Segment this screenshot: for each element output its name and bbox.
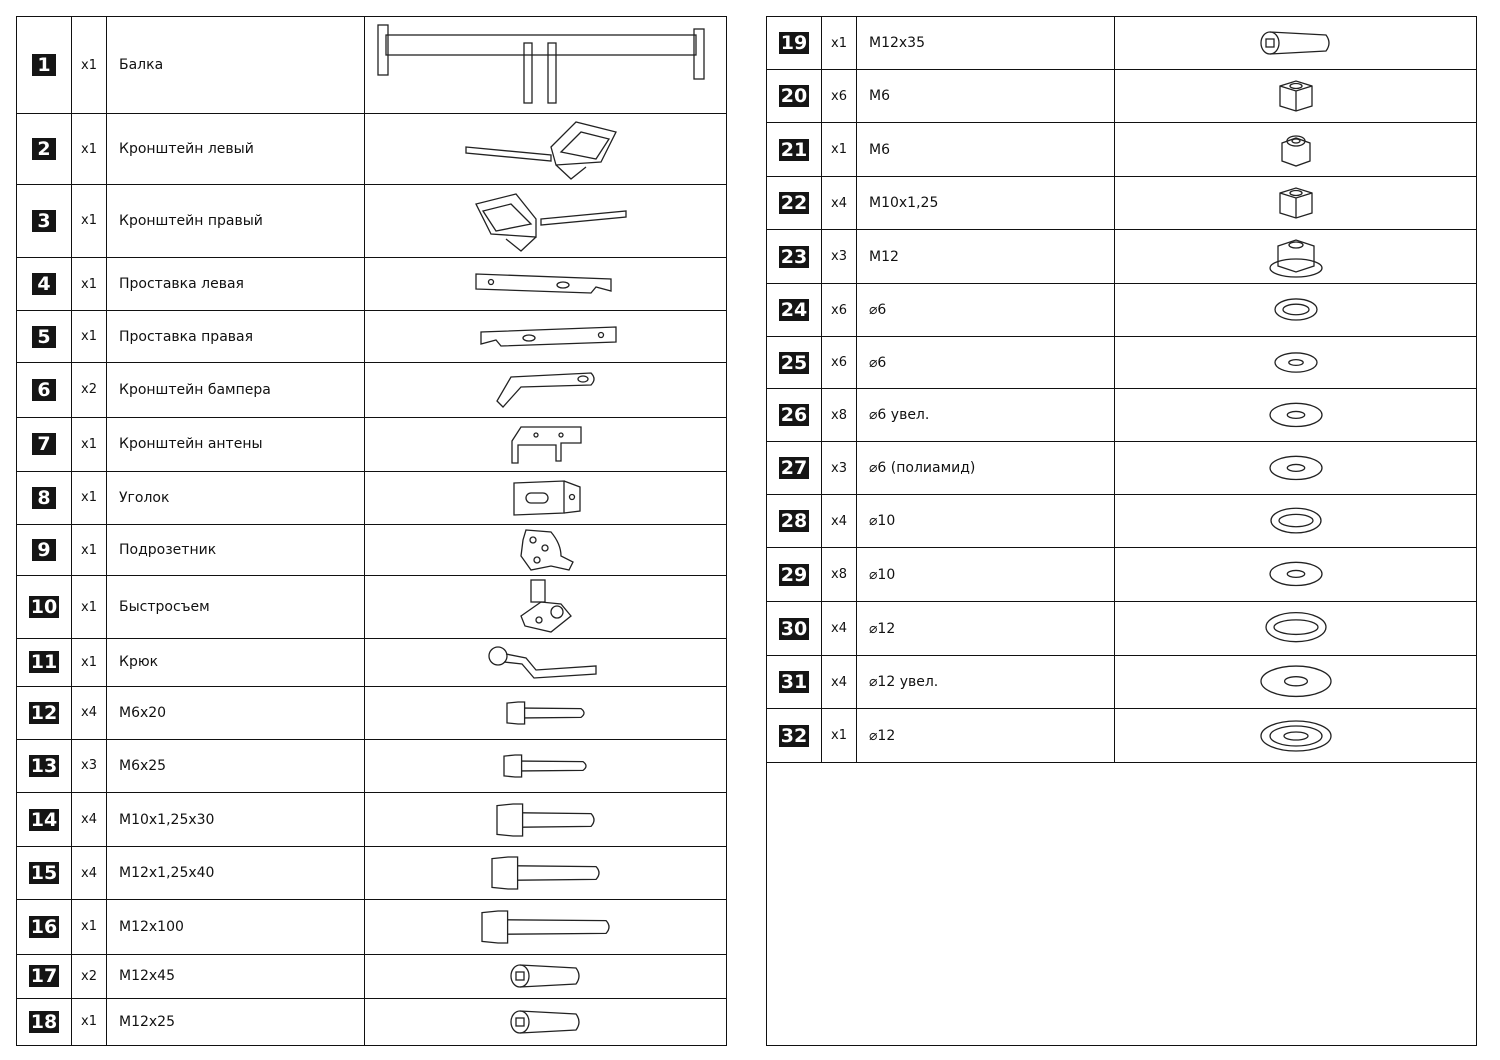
part-illustration-cell	[365, 792, 727, 846]
part-row	[17, 363, 727, 417]
part-row	[17, 184, 727, 257]
part-quantity: x6	[822, 284, 857, 337]
part-name: ⌀10	[857, 495, 1115, 548]
part-number-badge: 13	[30, 754, 58, 777]
part-illustration-cell	[365, 954, 727, 998]
quick-release-icon	[365, 576, 726, 638]
part-row	[767, 656, 1477, 709]
part-illustration-cell	[1115, 284, 1477, 337]
part-name: ⌀6 увел.	[857, 389, 1115, 442]
hex-nut-icon	[1115, 78, 1476, 114]
part-number-cell	[17, 847, 72, 900]
part-illustration-cell	[365, 524, 727, 575]
serrated-washer-icon	[1115, 716, 1476, 756]
part-number-badge: 24	[780, 299, 808, 321]
part-quantity: x1	[72, 257, 107, 310]
part-name: M12x35	[857, 17, 1115, 70]
part-quantity: x1	[72, 311, 107, 363]
part-illustration-cell	[1115, 495, 1477, 548]
part-row	[767, 123, 1477, 177]
part-name: ⌀6 (полиамид)	[857, 442, 1115, 495]
part-name: Кронштейн левый	[107, 114, 365, 184]
part-illustration-cell	[365, 114, 727, 184]
part-illustration-cell	[365, 576, 727, 639]
bracket-right-icon	[365, 189, 726, 253]
flat-washer-icon	[1115, 663, 1476, 701]
part-row	[767, 177, 1477, 230]
part-row	[17, 739, 727, 792]
part-name: M12x100	[107, 900, 365, 954]
flat-washer-icon	[1115, 351, 1476, 375]
part-number-cell	[17, 739, 72, 792]
part-row	[767, 17, 1477, 70]
part-number-cell	[17, 184, 72, 257]
part-number-cell	[767, 70, 822, 123]
part-name: ⌀6	[857, 284, 1115, 337]
part-number-cell	[17, 17, 72, 114]
part-row	[17, 900, 727, 954]
part-number-badge: 6	[32, 379, 56, 401]
spring-washer-icon	[1115, 506, 1476, 537]
part-row	[767, 602, 1477, 656]
part-number-badge: 30	[780, 617, 808, 640]
part-number-cell	[17, 417, 72, 471]
part-row	[17, 847, 727, 900]
part-number-badge: 27	[780, 457, 808, 479]
part-number-cell	[767, 337, 822, 389]
part-illustration-cell	[365, 900, 727, 954]
part-name: M6	[857, 123, 1115, 177]
hook-icon	[365, 644, 726, 680]
part-number-badge: 23	[780, 245, 808, 268]
part-quantity: x3	[72, 739, 107, 792]
part-name: Проставка левая	[107, 257, 365, 310]
part-number-cell	[17, 524, 72, 575]
bolt-icon	[365, 908, 726, 946]
bolt-icon	[365, 699, 726, 727]
part-quantity: x6	[822, 337, 857, 389]
part-name: ⌀12	[857, 709, 1115, 763]
part-number-badge: 19	[780, 32, 808, 54]
part-number-cell	[17, 576, 72, 639]
part-quantity: x1	[72, 900, 107, 954]
part-number-cell	[767, 602, 822, 656]
part-number-cell	[17, 471, 72, 524]
spacer-right-icon	[365, 322, 726, 352]
part-row	[17, 524, 727, 575]
beam-icon	[365, 21, 726, 109]
flange-nut-icon	[1115, 234, 1476, 280]
part-number-badge: 14	[30, 808, 58, 831]
part-name: M10x1,25x30	[107, 792, 365, 846]
part-row	[767, 284, 1477, 337]
part-number-badge: 4	[32, 273, 56, 295]
part-number-cell	[17, 639, 72, 686]
part-number-cell	[17, 686, 72, 739]
part-quantity: x4	[822, 602, 857, 656]
antenna-bracket-icon	[365, 421, 726, 467]
part-row	[767, 495, 1477, 548]
part-number-cell	[767, 389, 822, 442]
part-row	[17, 954, 727, 998]
bracket-left-icon	[365, 117, 726, 181]
part-illustration-cell	[365, 739, 727, 792]
part-number-badge: 3	[32, 210, 56, 232]
part-name: ⌀10	[857, 548, 1115, 602]
part-name: M10x1,25	[857, 177, 1115, 230]
part-number-cell	[767, 656, 822, 709]
part-name: M12x25	[107, 998, 365, 1045]
part-name: Быстросъем	[107, 576, 365, 639]
part-number-cell	[17, 363, 72, 417]
part-number-cell	[767, 495, 822, 548]
part-name: ⌀12 увел.	[857, 656, 1115, 709]
part-number-cell	[17, 792, 72, 846]
part-number-cell	[17, 114, 72, 184]
parts-table-left	[16, 16, 727, 1046]
part-number-cell	[17, 998, 72, 1045]
part-quantity: x1	[822, 709, 857, 763]
part-row	[17, 792, 727, 846]
parts-table-right	[766, 16, 1477, 1046]
part-illustration-cell	[365, 847, 727, 900]
part-quantity: x8	[822, 548, 857, 602]
part-number-cell	[17, 311, 72, 363]
part-number-badge: 28	[780, 510, 808, 532]
hex-nut-icon	[1115, 185, 1476, 221]
part-number-cell	[767, 177, 822, 230]
part-name: M12	[857, 230, 1115, 284]
part-illustration-cell	[365, 17, 727, 114]
part-quantity: x1	[72, 471, 107, 524]
part-number-badge: 8	[32, 487, 56, 509]
part-row	[17, 639, 727, 686]
part-illustration-cell	[365, 184, 727, 257]
part-row	[767, 230, 1477, 284]
part-name: ⌀6	[857, 337, 1115, 389]
part-number-cell	[767, 17, 822, 70]
part-row	[17, 471, 727, 524]
part-number-badge: 29	[780, 563, 808, 586]
part-illustration-cell	[1115, 389, 1477, 442]
part-quantity: x1	[72, 576, 107, 639]
socket-plate-icon	[365, 526, 726, 574]
part-quantity: x1	[72, 998, 107, 1045]
part-quantity: x3	[822, 230, 857, 284]
part-name: Кронштейн бампера	[107, 363, 365, 417]
part-number-badge: 18	[30, 1010, 58, 1033]
part-name: M6	[857, 70, 1115, 123]
part-row	[17, 17, 727, 114]
part-illustration-cell	[1115, 656, 1477, 709]
spring-washer-icon	[1115, 297, 1476, 323]
bolt-icon	[365, 752, 726, 780]
part-row	[17, 257, 727, 310]
part-number-badge: 22	[780, 192, 808, 214]
part-quantity: x1	[72, 114, 107, 184]
part-quantity: x4	[822, 495, 857, 548]
bumper-bracket-icon	[365, 369, 726, 411]
part-row	[767, 337, 1477, 389]
part-number-cell	[767, 123, 822, 177]
part-quantity: x4	[72, 686, 107, 739]
part-illustration-cell	[365, 639, 727, 686]
part-name: Уголок	[107, 471, 365, 524]
part-row	[767, 709, 1477, 763]
part-number-badge: 12	[30, 701, 58, 724]
part-number-badge: 9	[32, 539, 56, 561]
flat-washer-icon	[1115, 401, 1476, 430]
part-quantity: x1	[822, 123, 857, 177]
part-illustration-cell	[1115, 17, 1477, 70]
spring-washer-icon	[1115, 610, 1476, 646]
part-name: Балка	[107, 17, 365, 114]
part-quantity: x4	[72, 792, 107, 846]
part-number-badge: 15	[30, 862, 58, 885]
empty-area	[767, 763, 1477, 1046]
part-quantity: x2	[72, 363, 107, 417]
part-illustration-cell	[365, 471, 727, 524]
part-number-badge: 10	[30, 596, 58, 619]
flat-washer-icon	[1115, 560, 1476, 589]
angle-icon	[365, 477, 726, 519]
part-illustration-cell	[1115, 337, 1477, 389]
part-row	[767, 548, 1477, 602]
part-row	[767, 442, 1477, 495]
part-illustration-cell	[1115, 70, 1477, 123]
part-illustration-cell	[365, 363, 727, 417]
part-quantity: x1	[72, 17, 107, 114]
part-illustration-cell	[1115, 177, 1477, 230]
part-number-badge: 2	[32, 138, 56, 160]
part-number-cell	[17, 257, 72, 310]
part-number-cell	[767, 442, 822, 495]
part-quantity: x2	[72, 954, 107, 998]
part-quantity: x1	[72, 524, 107, 575]
part-quantity: x8	[822, 389, 857, 442]
part-illustration-cell	[1115, 548, 1477, 602]
part-number-badge: 5	[32, 326, 56, 348]
part-number-badge: 7	[32, 433, 56, 455]
part-number-cell	[17, 954, 72, 998]
part-quantity: x1	[72, 184, 107, 257]
part-illustration-cell	[1115, 230, 1477, 284]
part-quantity: x6	[822, 70, 857, 123]
part-number-badge: 25	[780, 351, 808, 374]
part-illustration-cell	[365, 998, 727, 1045]
part-name: Кронштейн правый	[107, 184, 365, 257]
part-quantity: x1	[72, 417, 107, 471]
part-number-cell	[17, 900, 72, 954]
part-name: M12x1,25x40	[107, 847, 365, 900]
part-illustration-cell	[365, 417, 727, 471]
part-name: Проставка правая	[107, 311, 365, 363]
part-quantity: x4	[822, 177, 857, 230]
part-quantity: x4	[822, 656, 857, 709]
part-number-cell	[767, 284, 822, 337]
part-number-badge: 1	[32, 54, 56, 76]
part-row	[17, 311, 727, 363]
part-quantity: x1	[72, 639, 107, 686]
part-number-badge: 16	[30, 915, 58, 938]
bolt-icon	[365, 801, 726, 839]
part-name: Подрозетник	[107, 524, 365, 575]
part-quantity: x1	[822, 17, 857, 70]
part-row	[17, 576, 727, 639]
part-number-badge: 31	[780, 671, 808, 693]
part-name: Кронштейн антены	[107, 417, 365, 471]
part-name: M6x20	[107, 686, 365, 739]
socket-bolt-icon	[1115, 29, 1476, 57]
socket-bolt-icon	[365, 962, 726, 990]
part-name: ⌀12	[857, 602, 1115, 656]
part-row	[17, 417, 727, 471]
part-row	[17, 998, 727, 1045]
part-name: M12x45	[107, 954, 365, 998]
part-number-cell	[767, 230, 822, 284]
flat-washer-icon	[1115, 454, 1476, 483]
part-illustration-cell	[365, 686, 727, 739]
part-illustration-cell	[365, 311, 727, 363]
part-name: M6x25	[107, 739, 365, 792]
spacer-left-icon	[365, 269, 726, 299]
part-number-cell	[767, 548, 822, 602]
part-illustration-cell	[1115, 442, 1477, 495]
part-illustration-cell	[1115, 709, 1477, 763]
lock-nut-icon	[1115, 131, 1476, 169]
part-number-cell	[767, 709, 822, 763]
part-name: Крюк	[107, 639, 365, 686]
part-row	[767, 389, 1477, 442]
part-row	[17, 686, 727, 739]
part-number-badge: 20	[780, 85, 808, 107]
socket-bolt-icon	[365, 1008, 726, 1036]
part-quantity: x3	[822, 442, 857, 495]
part-number-badge: 26	[780, 404, 808, 426]
part-quantity: x4	[72, 847, 107, 900]
part-number-badge: 32	[780, 724, 808, 747]
part-row	[17, 114, 727, 184]
part-number-badge: 17	[30, 965, 58, 988]
part-number-badge: 21	[780, 138, 808, 161]
bolt-icon	[365, 854, 726, 892]
part-illustration-cell	[1115, 123, 1477, 177]
part-number-badge: 11	[30, 651, 58, 674]
part-illustration-cell	[365, 257, 727, 310]
part-row	[767, 70, 1477, 123]
part-illustration-cell	[1115, 602, 1477, 656]
